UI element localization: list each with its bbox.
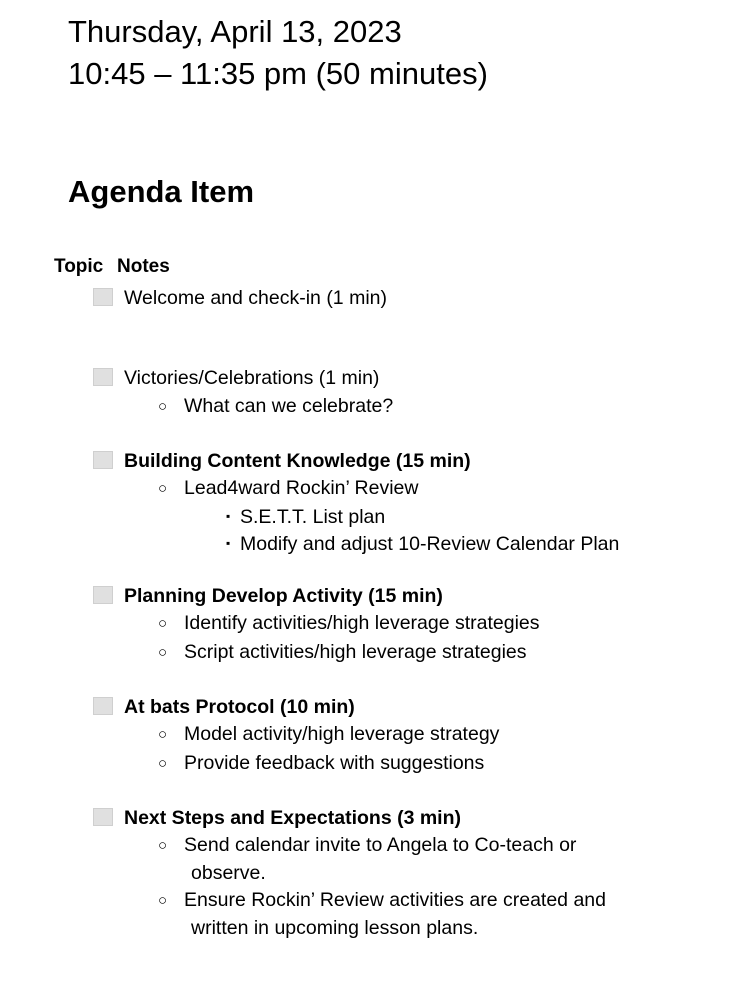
sub-item: ○ Send calendar invite to Angela to Co-teach or (158, 834, 577, 856)
section-heading: Agenda Item (68, 174, 255, 209)
sub-item: ○ Identify activities/high leverage strategies (158, 612, 540, 634)
hollow-bullet-icon: ○ (158, 726, 168, 743)
hollow-bullet-icon: ○ (158, 892, 168, 909)
hollow-bullet-icon: ○ (158, 837, 168, 854)
sub-item-continuation: written in upcoming lesson plans. (191, 917, 479, 939)
checkbox-icon[interactable] (93, 586, 113, 604)
sub-sub-item: ▪ S.E.T.T. List plan (226, 506, 386, 528)
hollow-bullet-icon: ○ (158, 644, 168, 661)
sub-item: ○ Script activities/high leverage strategies (158, 641, 527, 663)
checkbox-icon[interactable] (93, 451, 113, 469)
sub-item: ○ Provide feedback with suggestions (158, 752, 485, 774)
sub-item: ○ Model activity/high leverage strategy (158, 723, 500, 745)
sub-item: ○ Lead4ward Rockin’ Review (158, 477, 419, 499)
square-bullet-icon: ▪ (226, 509, 231, 523)
agenda-item-label: Welcome and check-in (1 min) (124, 287, 387, 309)
sub-item: ○ What can we celebrate? (158, 395, 394, 417)
column-header-notes: Notes (117, 256, 170, 277)
sub-item-continuation: observe. (191, 862, 266, 884)
checkbox-icon[interactable] (93, 697, 113, 715)
column-header-topic: Topic (54, 256, 104, 277)
hollow-bullet-icon: ○ (158, 398, 168, 415)
meeting-date: Thursday, April 13, 2023 (68, 14, 402, 49)
hollow-bullet-icon: ○ (158, 755, 168, 772)
checkbox-icon[interactable] (93, 368, 113, 386)
checkbox-icon[interactable] (93, 288, 113, 306)
agenda-item-label: At bats Protocol (10 min) (124, 696, 355, 718)
hollow-bullet-icon: ○ (158, 480, 168, 497)
agenda-item-label: Planning Develop Activity (15 min) (124, 585, 443, 607)
checkbox-icon[interactable] (93, 808, 113, 826)
sub-item: ○ Ensure Rockin’ Review activities are created and (158, 889, 606, 911)
sub-sub-item: ▪ Modify and adjust 10-Review Calendar Plan (226, 533, 620, 555)
agenda-item-label: Building Content Knowledge (15 min) (124, 450, 471, 472)
agenda-item-label: Next Steps and Expectations (3 min) (124, 807, 461, 829)
square-bullet-icon: ▪ (226, 536, 231, 550)
agenda-item-label: Victories/Celebrations (1 min) (124, 367, 380, 389)
meeting-time: 10:45 – 11:35 pm (50 minutes) (68, 56, 488, 91)
hollow-bullet-icon: ○ (158, 615, 168, 632)
